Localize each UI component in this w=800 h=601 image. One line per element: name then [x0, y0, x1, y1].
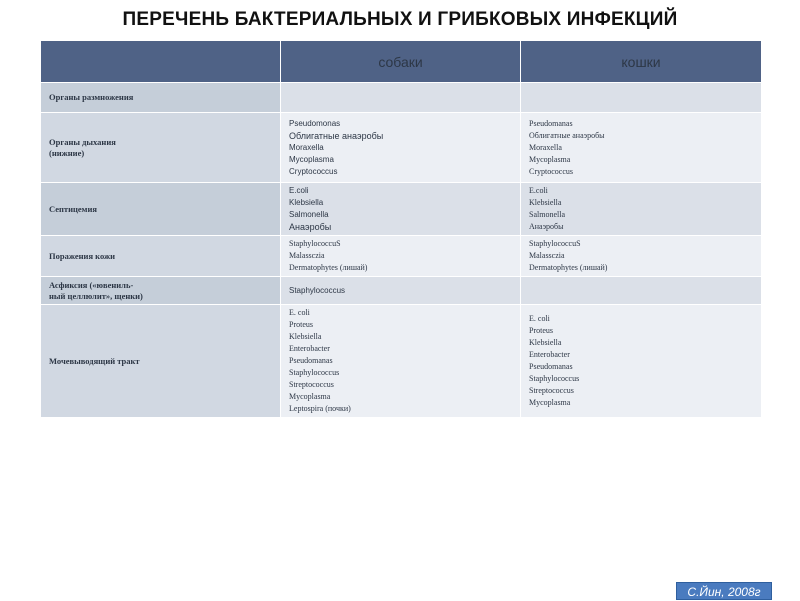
organism-item: Mycoplasma [529, 398, 571, 407]
organism-item: Enterobacter [289, 344, 330, 353]
organism-item: E.coli [529, 186, 548, 195]
organism-item: Cryptococcus [529, 166, 573, 176]
organism-item: Анаэробы [289, 222, 332, 232]
organism-item: Streptococcus [289, 380, 334, 389]
organism-item: Облигатные анаэробы [529, 130, 605, 140]
organism-item: Klebsiella [289, 332, 322, 341]
organism-item: Leptospira (почки) [289, 404, 351, 413]
dogs-cell [281, 183, 521, 236]
organism-item: Klebsiella [289, 198, 324, 207]
organism-item: Staphylococcus [289, 368, 340, 377]
organism-item: Staphylococcus [289, 285, 346, 295]
organism-item: Mycoplasma [289, 392, 331, 401]
condition-cell: Мочевыводящий тракт [41, 305, 281, 418]
organism-item: E. coli [529, 314, 550, 323]
table-row [41, 236, 762, 277]
organism-item: Enterobacter [529, 350, 570, 359]
organism-item: Moraxella [529, 142, 562, 152]
organism-item: Анаэробы [529, 222, 564, 231]
organism-item: Malassczia [289, 251, 325, 260]
dogs-cell [281, 305, 521, 418]
organism-item: Dermatophytes (лишай) [529, 263, 608, 272]
organism-item: Mycoplasma [529, 154, 571, 164]
cats-cell [521, 183, 762, 236]
organism-item: Salmonella [289, 210, 329, 219]
cats-cell [521, 305, 762, 418]
condition-cell: Асфиксия («ювениль- ный целлюлит», щенки) [41, 277, 281, 305]
organism-item: E. coli [289, 308, 310, 317]
organism-item: Malassczia [529, 251, 565, 260]
organism-item: Streptococcus [529, 386, 574, 395]
table-row [41, 277, 762, 305]
cats-cell [521, 83, 762, 113]
page-title: ПЕРЕЧЕНЬ БАКТЕРИАЛЬНЫХ И ГРИБКОВЫХ ИНФЕКЦИЙ [122, 9, 678, 30]
organism-item: E.coli [289, 186, 309, 195]
cats-cell [521, 113, 762, 183]
organism-item: StaphylococcuS [289, 239, 341, 248]
infections-table [40, 40, 762, 418]
dogs-cell [281, 236, 521, 277]
organism-item: Proteus [529, 326, 553, 335]
header-dogs: собаки [281, 41, 521, 83]
table-header-row [41, 41, 762, 83]
condition-cell: Поражения кожи [41, 236, 281, 277]
cats-cell [521, 236, 762, 277]
organism-item: Mycoplasma [289, 154, 334, 164]
table-row [41, 83, 762, 113]
organism-item: Pseudomonas [289, 118, 341, 128]
condition-cell: Септицемия [41, 183, 281, 236]
cats-cell [521, 277, 762, 305]
author-credit-badge: С.Йин, 2008г [676, 582, 772, 600]
header-cats: кошки [521, 41, 762, 83]
organism-item: Pseudomanas [529, 362, 573, 371]
organism-item: Klebsiella [529, 338, 562, 347]
organism-item: Proteus [289, 320, 313, 329]
header-blank-cell [41, 41, 281, 83]
condition-cell: Органы размножения [41, 83, 281, 113]
organism-item: Staphylococcus [529, 374, 580, 383]
table-row [41, 183, 762, 236]
dogs-cell [281, 113, 521, 183]
organism-item: Klebsiella [529, 198, 562, 207]
table-row [41, 305, 762, 418]
organism-item: Cryptococcus [289, 166, 338, 176]
organism-item: Moraxella [289, 142, 324, 152]
organism-item: Pseudomanas [289, 356, 333, 365]
condition-cell: Органы дыхания (нижние) [41, 113, 281, 183]
dogs-cell [281, 277, 521, 305]
organism-item: StaphylococcuS [529, 239, 581, 248]
organism-item: Облигатные анаэробы [289, 130, 384, 141]
organism-item: Dermatophytes (лишай) [289, 263, 368, 272]
organism-item: Pseudomanas [529, 118, 573, 128]
organism-item: Salmonella [529, 210, 565, 219]
table-row [41, 113, 762, 183]
dogs-cell [281, 83, 521, 113]
